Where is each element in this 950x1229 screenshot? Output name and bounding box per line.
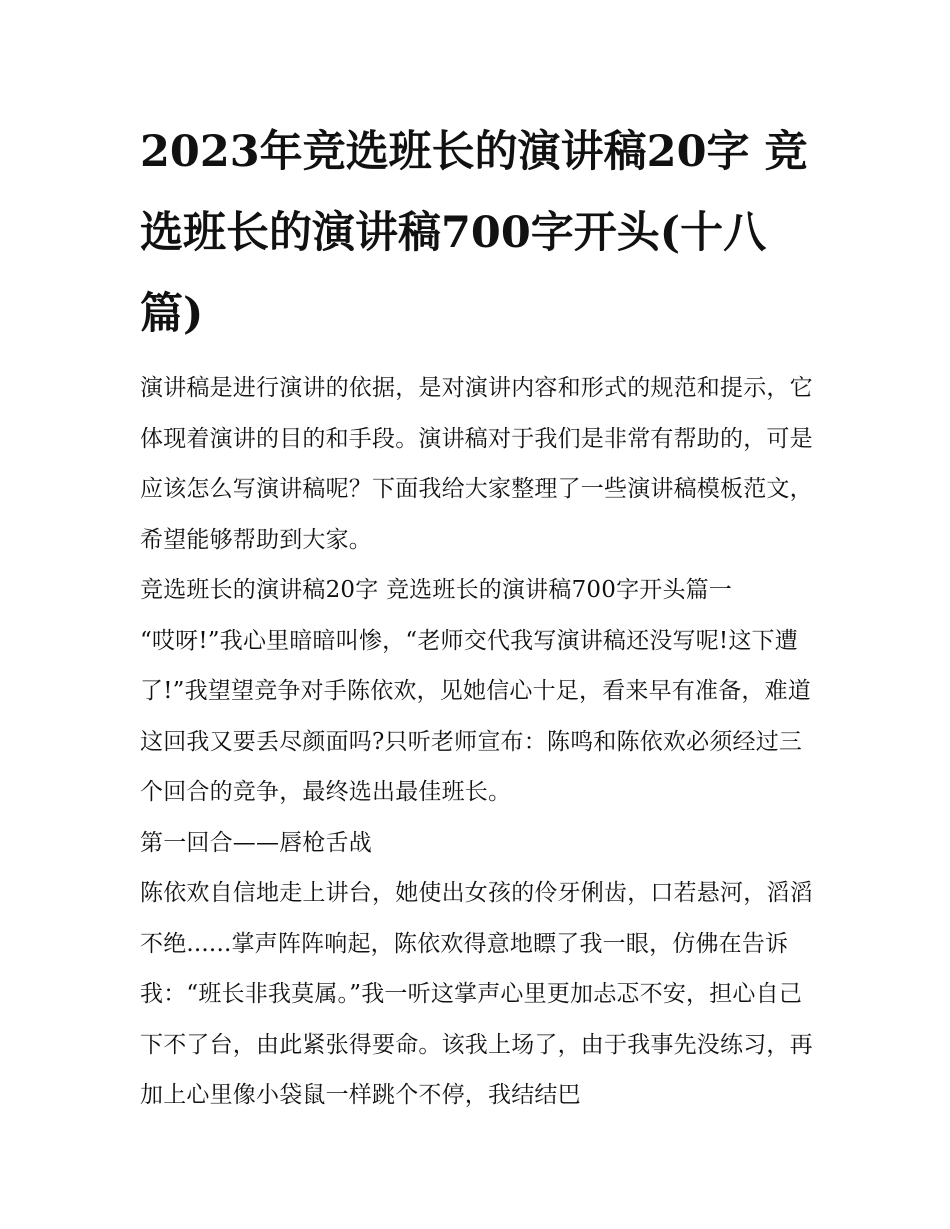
document-page [140,112,820,1121]
body-paragraph: “哎呀!”我心里暗暗叫惨，“老师交代我写演讲稿还没写呢!这下遭了!”我望望竞争对手陈依欢，见她信心十足，看来早有准备，难道这回我又要丢尽颜面吗?只听老师宣布：陈鸣和陈依欢必须经过三个回合的竞争，最终选出最佳班长。 [140,627,812,805]
document-title: 2023年竞选班长的演讲稿20字 竞选班长的演讲稿700字开头(十八篇) [140,127,808,339]
body-paragraph: 陈依欢自信地走上讲台，她使出女孩的伶牙俐齿，口若悬河，滔滔不绝......掌声阵阵响起，陈依欢得意地瞟了我一眼，仿佛在告诉我：“班长非我莫属。”我一听这掌声心里更加忐忑不安，担心自己下不了台，由此紧张得要命。该我上场了，由于我事先没练习，再加上心里像小袋鼠一样跳个不停，我结结巴 [140,880,813,1108]
intro-paragraph: 演讲稿是进行演讲的依据，是对演讲内容和形式的规范和提示，它体现着演讲的目的和手段。演讲稿对于我们是非常有帮助的，可是应该怎么写演讲稿呢？下面我给大家整理了一些演讲稿模板范文，希望能够帮助到大家。 [140,375,813,553]
round-heading: 第一回合——唇枪舌战 [140,829,372,856]
section-heading: 竞选班长的演讲稿20字 竞选班长的演讲稿700字开头篇一 [140,577,733,603]
